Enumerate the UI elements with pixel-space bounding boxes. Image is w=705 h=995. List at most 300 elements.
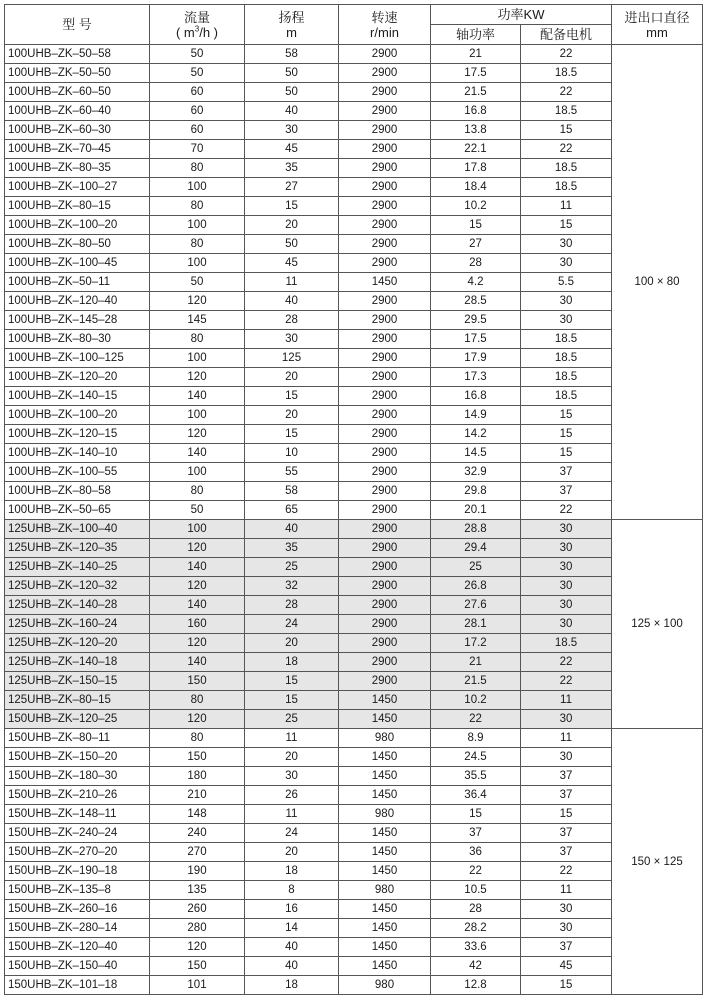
table-row (5, 862, 703, 881)
header-motor-power: 配备电机 (521, 25, 612, 45)
flow-unit-post: /h ) (199, 24, 219, 40)
table-row (5, 83, 703, 102)
cell-head: 50 (245, 83, 339, 102)
cell-speed: 1450 (339, 748, 431, 767)
table-row (5, 140, 703, 159)
cell-shaft: 21.5 (431, 83, 521, 102)
cell-motor: 30 (521, 577, 612, 596)
cell-model: 150UHB–ZK–148–11 (5, 805, 150, 824)
cell-head: 32 (245, 577, 339, 596)
cell-speed: 2900 (339, 121, 431, 140)
cell-flow: 140 (150, 387, 245, 406)
table-header (5, 5, 703, 45)
cell-head: 20 (245, 634, 339, 653)
cell-head: 15 (245, 387, 339, 406)
cell-flow: 145 (150, 311, 245, 330)
header-speed-unit: r/min (370, 24, 399, 40)
cell-motor: 18.5 (521, 159, 612, 178)
header-flow-label: 流量 (183, 9, 210, 25)
cell-flow: 280 (150, 919, 245, 938)
table-row (5, 691, 703, 710)
cell-motor: 18.5 (521, 368, 612, 387)
cell-head: 8 (245, 881, 339, 900)
cell-flow: 140 (150, 558, 245, 577)
cell-shaft: 17.5 (431, 64, 521, 83)
cell-model: 150UHB–ZK–120–25 (5, 710, 150, 729)
cell-speed: 2900 (339, 311, 431, 330)
cell-model: 150UHB–ZK–101–18 (5, 976, 150, 995)
table-row (5, 786, 703, 805)
table-row (5, 824, 703, 843)
cell-model: 100UHB–ZK–120–40 (5, 292, 150, 311)
cell-flow: 100 (150, 520, 245, 539)
cell-speed: 2900 (339, 539, 431, 558)
cell-speed: 2900 (339, 482, 431, 501)
cell-motor: 30 (521, 900, 612, 919)
cell-motor: 30 (521, 748, 612, 767)
cell-motor: 18.5 (521, 102, 612, 121)
cell-shaft: 24.5 (431, 748, 521, 767)
table-row (5, 520, 703, 539)
header-shaft-power: 轴功率 (431, 25, 521, 45)
cell-head: 30 (245, 330, 339, 349)
cell-shaft: 8.9 (431, 729, 521, 748)
cell-model: 150UHB–ZK–190–18 (5, 862, 150, 881)
cell-head: 55 (245, 463, 339, 482)
cell-shaft: 18.4 (431, 178, 521, 197)
cell-flow: 120 (150, 368, 245, 387)
table-row (5, 102, 703, 121)
cell-model: 150UHB–ZK–150–20 (5, 748, 150, 767)
cell-model: 150UHB–ZK–260–16 (5, 900, 150, 919)
cell-diameter: 150 × 125 (612, 729, 703, 995)
cell-speed: 2900 (339, 83, 431, 102)
cell-flow: 120 (150, 938, 245, 957)
cell-motor: 11 (521, 881, 612, 900)
cell-head: 65 (245, 501, 339, 520)
cell-model: 100UHB–ZK–80–30 (5, 330, 150, 349)
cell-shaft: 28.8 (431, 520, 521, 539)
cell-model: 100UHB–ZK–145–28 (5, 311, 150, 330)
cell-flow: 148 (150, 805, 245, 824)
cell-speed: 1450 (339, 938, 431, 957)
cell-shaft: 17.5 (431, 330, 521, 349)
table-row (5, 976, 703, 995)
cell-speed: 1450 (339, 862, 431, 881)
cell-model: 100UHB–ZK–140–15 (5, 387, 150, 406)
cell-flow: 150 (150, 957, 245, 976)
table-row (5, 748, 703, 767)
cell-speed: 2900 (339, 140, 431, 159)
cell-shaft: 29.4 (431, 539, 521, 558)
cell-head: 30 (245, 121, 339, 140)
cell-head: 20 (245, 216, 339, 235)
cell-motor: 37 (521, 463, 612, 482)
table-row (5, 957, 703, 976)
cell-head: 45 (245, 140, 339, 159)
cell-flow: 120 (150, 634, 245, 653)
cell-motor: 30 (521, 539, 612, 558)
cell-head: 18 (245, 976, 339, 995)
cell-head: 20 (245, 368, 339, 387)
cell-speed: 2900 (339, 653, 431, 672)
cell-shaft: 10.5 (431, 881, 521, 900)
cell-flow: 120 (150, 710, 245, 729)
cell-flow: 101 (150, 976, 245, 995)
cell-model: 125UHB–ZK–100–40 (5, 520, 150, 539)
cell-head: 27 (245, 178, 339, 197)
cell-speed: 2900 (339, 216, 431, 235)
table-row (5, 710, 703, 729)
cell-speed: 2900 (339, 425, 431, 444)
header-diameter (612, 5, 703, 45)
cell-motor: 30 (521, 558, 612, 577)
cell-shaft: 17.9 (431, 349, 521, 368)
cell-motor: 11 (521, 197, 612, 216)
cell-speed: 2900 (339, 368, 431, 387)
cell-model: 150UHB–ZK–270–20 (5, 843, 150, 862)
cell-speed: 1450 (339, 957, 431, 976)
cell-model: 125UHB–ZK–140–18 (5, 653, 150, 672)
cell-head: 40 (245, 292, 339, 311)
cell-flow: 240 (150, 824, 245, 843)
cell-speed: 1450 (339, 710, 431, 729)
cell-shaft: 32.9 (431, 463, 521, 482)
cell-motor: 18.5 (521, 634, 612, 653)
cell-flow: 160 (150, 615, 245, 634)
cell-head: 14 (245, 919, 339, 938)
cell-shaft: 27 (431, 235, 521, 254)
table-row (5, 235, 703, 254)
table-row (5, 197, 703, 216)
cell-model: 100UHB–ZK–60–50 (5, 83, 150, 102)
cell-speed: 2900 (339, 387, 431, 406)
cell-speed: 980 (339, 729, 431, 748)
cell-speed: 2900 (339, 235, 431, 254)
cell-shaft: 12.8 (431, 976, 521, 995)
cell-flow: 120 (150, 425, 245, 444)
cell-head: 15 (245, 197, 339, 216)
cell-model: 100UHB–ZK–140–10 (5, 444, 150, 463)
cell-speed: 2900 (339, 558, 431, 577)
cell-flow: 80 (150, 691, 245, 710)
cell-model: 125UHB–ZK–140–25 (5, 558, 150, 577)
cell-model: 150UHB–ZK–150–40 (5, 957, 150, 976)
table-row (5, 425, 703, 444)
cell-shaft: 37 (431, 824, 521, 843)
cell-flow: 210 (150, 786, 245, 805)
cell-model: 150UHB–ZK–240–24 (5, 824, 150, 843)
cell-motor: 15 (521, 425, 612, 444)
cell-flow: 270 (150, 843, 245, 862)
cell-motor: 15 (521, 121, 612, 140)
cell-motor: 11 (521, 729, 612, 748)
cell-speed: 2900 (339, 634, 431, 653)
cell-flow: 80 (150, 330, 245, 349)
cell-speed: 2900 (339, 406, 431, 425)
cell-speed: 2900 (339, 444, 431, 463)
table-row (5, 330, 703, 349)
cell-flow: 100 (150, 349, 245, 368)
cell-shaft: 22 (431, 710, 521, 729)
cell-model: 150UHB–ZK–180–30 (5, 767, 150, 786)
cell-head: 11 (245, 729, 339, 748)
cell-head: 24 (245, 824, 339, 843)
cell-shaft: 27.6 (431, 596, 521, 615)
header-head-unit: m (286, 24, 297, 40)
cell-flow: 60 (150, 83, 245, 102)
cell-head: 18 (245, 862, 339, 881)
cell-flow: 100 (150, 254, 245, 273)
cell-shaft: 14.5 (431, 444, 521, 463)
cell-head: 25 (245, 710, 339, 729)
table-body (5, 45, 703, 995)
cell-head: 50 (245, 64, 339, 83)
cell-model: 100UHB–ZK–100–20 (5, 406, 150, 425)
cell-shaft: 29.5 (431, 311, 521, 330)
cell-head: 11 (245, 273, 339, 292)
cell-model: 100UHB–ZK–70–45 (5, 140, 150, 159)
cell-motor: 18.5 (521, 349, 612, 368)
cell-motor: 18.5 (521, 64, 612, 83)
cell-motor: 30 (521, 292, 612, 311)
cell-shaft: 15 (431, 216, 521, 235)
cell-flow: 100 (150, 216, 245, 235)
cell-speed: 2900 (339, 330, 431, 349)
cell-motor: 37 (521, 938, 612, 957)
cell-shaft: 36.4 (431, 786, 521, 805)
cell-motor: 11 (521, 691, 612, 710)
cell-head: 45 (245, 254, 339, 273)
cell-model: 100UHB–ZK–100–45 (5, 254, 150, 273)
cell-head: 15 (245, 672, 339, 691)
header-speed (339, 5, 431, 45)
cell-speed: 2900 (339, 159, 431, 178)
cell-model: 150UHB–ZK–135–8 (5, 881, 150, 900)
cell-model: 100UHB–ZK–50–58 (5, 45, 150, 64)
cell-flow: 190 (150, 862, 245, 881)
cell-head: 25 (245, 558, 339, 577)
cell-shaft: 10.2 (431, 197, 521, 216)
cell-model: 100UHB–ZK–80–50 (5, 235, 150, 254)
cell-head: 40 (245, 102, 339, 121)
cell-flow: 100 (150, 406, 245, 425)
cell-speed: 2900 (339, 615, 431, 634)
cell-flow: 140 (150, 596, 245, 615)
cell-model: 100UHB–ZK–60–30 (5, 121, 150, 140)
cell-motor: 37 (521, 767, 612, 786)
cell-speed: 1450 (339, 767, 431, 786)
cell-model: 150UHB–ZK–120–40 (5, 938, 150, 957)
cell-model: 125UHB–ZK–120–35 (5, 539, 150, 558)
cell-flow: 150 (150, 748, 245, 767)
cell-shaft: 21 (431, 45, 521, 64)
cell-speed: 1450 (339, 824, 431, 843)
table-row (5, 919, 703, 938)
cell-model: 125UHB–ZK–120–20 (5, 634, 150, 653)
cell-shaft: 25 (431, 558, 521, 577)
cell-shaft: 14.2 (431, 425, 521, 444)
cell-model: 100UHB–ZK–100–27 (5, 178, 150, 197)
header-flow (150, 5, 245, 45)
cell-model: 150UHB–ZK–210–26 (5, 786, 150, 805)
cell-head: 40 (245, 520, 339, 539)
cell-flow: 80 (150, 729, 245, 748)
cell-model: 100UHB–ZK–50–11 (5, 273, 150, 292)
cell-flow: 260 (150, 900, 245, 919)
cell-speed: 2900 (339, 463, 431, 482)
table-row (5, 938, 703, 957)
cell-flow: 70 (150, 140, 245, 159)
header-power: 功率KW (431, 5, 612, 25)
cell-speed: 2900 (339, 64, 431, 83)
table-row (5, 900, 703, 919)
cell-speed: 2900 (339, 672, 431, 691)
cell-head: 28 (245, 596, 339, 615)
table-row (5, 406, 703, 425)
cell-speed: 2900 (339, 577, 431, 596)
cell-flow: 80 (150, 197, 245, 216)
cell-shaft: 35.5 (431, 767, 521, 786)
cell-flow: 50 (150, 64, 245, 83)
table-row (5, 843, 703, 862)
cell-motor: 37 (521, 824, 612, 843)
cell-speed: 1450 (339, 273, 431, 292)
cell-model: 125UHB–ZK–150–15 (5, 672, 150, 691)
cell-head: 20 (245, 843, 339, 862)
cell-head: 11 (245, 805, 339, 824)
cell-shaft: 29.8 (431, 482, 521, 501)
cell-head: 35 (245, 159, 339, 178)
cell-model: 100UHB–ZK–100–125 (5, 349, 150, 368)
cell-head: 20 (245, 406, 339, 425)
cell-head: 58 (245, 482, 339, 501)
cell-shaft: 10.2 (431, 691, 521, 710)
cell-model: 100UHB–ZK–60–40 (5, 102, 150, 121)
cell-motor: 22 (521, 653, 612, 672)
table-row (5, 311, 703, 330)
cell-flow: 180 (150, 767, 245, 786)
cell-shaft: 16.8 (431, 387, 521, 406)
cell-motor: 15 (521, 805, 612, 824)
pump-spec-table (4, 4, 703, 995)
cell-flow: 135 (150, 881, 245, 900)
cell-flow: 50 (150, 45, 245, 64)
cell-motor: 15 (521, 216, 612, 235)
table-row (5, 349, 703, 368)
cell-model: 100UHB–ZK–100–55 (5, 463, 150, 482)
cell-speed: 1450 (339, 843, 431, 862)
cell-motor: 30 (521, 919, 612, 938)
header-flow-unit (150, 25, 244, 40)
cell-speed: 980 (339, 976, 431, 995)
header-diameter-label: 进出口直径 (624, 9, 690, 25)
header-head (245, 5, 339, 45)
cell-flow: 120 (150, 292, 245, 311)
cell-shaft: 14.9 (431, 406, 521, 425)
table-row (5, 368, 703, 387)
cell-speed: 2900 (339, 292, 431, 311)
cell-speed: 2900 (339, 178, 431, 197)
cell-motor: 22 (521, 45, 612, 64)
cell-speed: 2900 (339, 102, 431, 121)
cell-model: 100UHB–ZK–80–58 (5, 482, 150, 501)
cell-flow: 50 (150, 273, 245, 292)
table-row (5, 634, 703, 653)
cell-head: 15 (245, 425, 339, 444)
cell-motor: 15 (521, 444, 612, 463)
cell-shaft: 28.2 (431, 919, 521, 938)
table-row (5, 881, 703, 900)
cell-shaft: 28.5 (431, 292, 521, 311)
table-row (5, 292, 703, 311)
cell-motor: 22 (521, 140, 612, 159)
cell-motor: 30 (521, 596, 612, 615)
cell-speed: 2900 (339, 520, 431, 539)
cell-head: 40 (245, 938, 339, 957)
cell-model: 125UHB–ZK–140–28 (5, 596, 150, 615)
cell-speed: 1450 (339, 900, 431, 919)
cell-motor: 30 (521, 710, 612, 729)
cell-speed: 2900 (339, 45, 431, 64)
cell-motor: 30 (521, 615, 612, 634)
cell-model: 125UHB–ZK–80–15 (5, 691, 150, 710)
header-speed-label: 转速 (371, 9, 398, 25)
header-model: 型 号 (5, 5, 150, 45)
cell-speed: 2900 (339, 596, 431, 615)
cell-flow: 80 (150, 159, 245, 178)
cell-speed: 2900 (339, 349, 431, 368)
header-head-label: 扬程 (278, 9, 305, 25)
table-row (5, 729, 703, 748)
cell-motor: 15 (521, 976, 612, 995)
cell-head: 30 (245, 767, 339, 786)
cell-motor: 22 (521, 83, 612, 102)
table-row (5, 596, 703, 615)
table-row (5, 805, 703, 824)
table-row (5, 45, 703, 64)
cell-model: 100UHB–ZK–120–20 (5, 368, 150, 387)
cell-motor: 37 (521, 482, 612, 501)
cell-motor: 22 (521, 862, 612, 881)
cell-flow: 60 (150, 102, 245, 121)
cell-shaft: 42 (431, 957, 521, 976)
cell-head: 40 (245, 957, 339, 976)
cell-motor: 30 (521, 235, 612, 254)
table-row (5, 159, 703, 178)
cell-model: 150UHB–ZK–280–14 (5, 919, 150, 938)
cell-shaft: 28 (431, 254, 521, 273)
table-row (5, 653, 703, 672)
cell-model: 100UHB–ZK–50–65 (5, 501, 150, 520)
table-row (5, 482, 703, 501)
cell-model: 100UHB–ZK–80–35 (5, 159, 150, 178)
cell-flow: 100 (150, 178, 245, 197)
cell-flow: 140 (150, 444, 245, 463)
cell-motor: 5.5 (521, 273, 612, 292)
table-row (5, 273, 703, 292)
cell-shaft: 17.2 (431, 634, 521, 653)
cell-shaft: 22 (431, 862, 521, 881)
table-row (5, 539, 703, 558)
cell-shaft: 20.1 (431, 501, 521, 520)
table-row (5, 444, 703, 463)
table-row (5, 216, 703, 235)
cell-head: 10 (245, 444, 339, 463)
cell-head: 16 (245, 900, 339, 919)
cell-head: 26 (245, 786, 339, 805)
cell-model: 100UHB–ZK–100–20 (5, 216, 150, 235)
